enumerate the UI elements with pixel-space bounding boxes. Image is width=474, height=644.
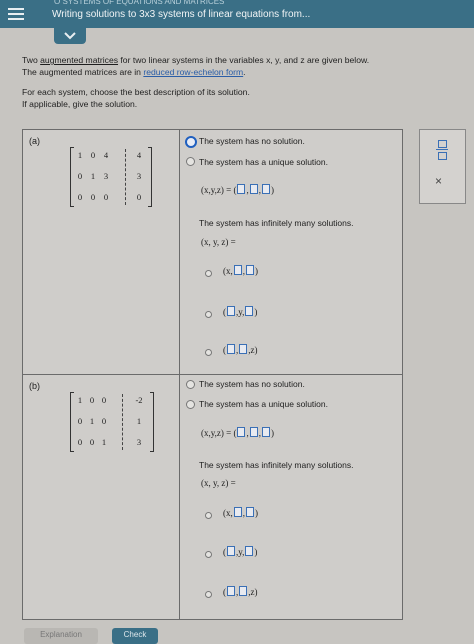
infinite-option-1: (x, , )	[223, 508, 258, 518]
infinite-expression: (x, y, z) =	[201, 237, 236, 247]
expression-text: (x,y,z) = (	[201, 185, 237, 195]
expression-text: (x,	[223, 266, 233, 276]
matrix-cell: 4	[136, 150, 142, 160]
answer-box[interactable]	[239, 586, 247, 596]
matrix-cell: 1	[101, 437, 107, 447]
infinite-option-3-radio[interactable]	[205, 591, 212, 598]
augmented-matrix-a	[70, 147, 152, 207]
intro-text: Two	[22, 55, 41, 65]
augmented-matrices-link[interactable]: augmented matrices	[40, 55, 119, 65]
infinite-option-1-radio[interactable]	[205, 270, 212, 277]
answer-box[interactable]	[245, 546, 253, 556]
fraction-icon[interactable]	[435, 140, 449, 160]
page-title: Writing solutions to 3x3 systems of linear equations from...	[52, 9, 311, 20]
expression-text: z)	[250, 345, 258, 355]
answer-box-x[interactable]	[237, 184, 245, 194]
infinite-option-2: ( ,y, )	[223, 547, 258, 557]
answer-box-z[interactable]	[262, 184, 270, 194]
collapse-button[interactable]	[54, 28, 86, 44]
unique-solution-radio[interactable]	[186, 400, 195, 409]
matrix-cell: 0	[103, 192, 109, 202]
matrix-cell: 3	[136, 171, 142, 181]
matrix-cell: 3	[136, 437, 142, 447]
expression-text: y,	[238, 307, 245, 317]
expression-text: (x,	[223, 508, 233, 518]
infinite-option-3-radio[interactable]	[205, 349, 212, 356]
answer-box-y[interactable]	[250, 184, 258, 194]
infinite-option-2: ( ,y, )	[223, 307, 258, 317]
augmented-matrix-b	[70, 392, 154, 452]
infinite-option-3: ( , ,z)	[223, 587, 258, 597]
matrix-cell: 1	[77, 395, 83, 405]
part-b-label: (b)	[29, 381, 40, 391]
explanation-button[interactable]: Explanation	[24, 628, 98, 644]
infinite-option-2-radio[interactable]	[205, 311, 212, 318]
unique-solution-label: The system has a unique solution.	[199, 399, 328, 409]
infinite-expression: (x, y, z) =	[201, 478, 236, 488]
matrix-cell: 0	[77, 192, 83, 202]
matrix-cell: 0	[77, 437, 83, 447]
expression-text: (x,y,z) = (	[201, 428, 237, 438]
matrix-cell: 0	[89, 437, 95, 447]
intro-text: The augmented matrices are in	[22, 67, 144, 77]
breadcrumb: O SYSTEMS OF EQUATIONS AND MATRICES	[54, 0, 225, 6]
expression-text: y,	[238, 547, 245, 557]
hamburger-icon[interactable]	[8, 5, 24, 23]
no-solution-label: The system has no solution.	[199, 379, 305, 389]
intro-text: .	[243, 67, 246, 77]
top-bar	[0, 0, 474, 28]
answer-box[interactable]	[227, 586, 235, 596]
matrix-cell: 1	[90, 171, 96, 181]
intro-text: for two linear systems in the variables x, y, and z are given below.	[118, 55, 370, 65]
close-icon[interactable]: ×	[435, 174, 443, 188]
answer-box-z[interactable]	[262, 427, 270, 437]
part-a-label: (a)	[29, 136, 40, 146]
matrix-cell: 0	[101, 395, 107, 405]
matrix-cell: -2	[135, 395, 143, 405]
math-toolbox	[419, 129, 466, 204]
answer-box[interactable]	[227, 546, 235, 556]
matrix-cell: 0	[89, 395, 95, 405]
matrix-cell: 0	[90, 150, 96, 160]
matrix-cell: 3	[103, 171, 109, 181]
answer-box[interactable]	[234, 265, 242, 275]
infinite-option-2-radio[interactable]	[205, 551, 212, 558]
infinite-solutions-label: The system has infinitely many solutions.	[199, 460, 354, 470]
infinite-solutions-label: The system has infinitely many solutions.	[199, 218, 354, 228]
unique-solution-expression: (x,y,z) = ( , , )	[201, 185, 274, 195]
matrix-cell: 0	[101, 416, 107, 426]
infinite-option-1-radio[interactable]	[205, 512, 212, 519]
instruction-line: For each system, choose the best description of its solution.	[22, 87, 250, 97]
part-a-panel	[22, 129, 403, 375]
unique-solution-expression: (x,y,z) = ( , , )	[201, 428, 274, 438]
matrix-cell: 4	[103, 150, 109, 160]
answer-box[interactable]	[227, 344, 235, 354]
answer-box-x[interactable]	[237, 427, 245, 437]
infinite-option-3: ( , ,z)	[223, 345, 258, 355]
instruction-line: If applicable, give the solution.	[22, 99, 138, 109]
answer-box[interactable]	[245, 306, 253, 316]
matrix-cell: 1	[89, 416, 95, 426]
part-b-panel	[22, 374, 403, 620]
rref-link[interactable]: reduced row-echelon form	[143, 67, 244, 77]
no-solution-radio[interactable]	[185, 136, 197, 148]
expression-text: z)	[250, 587, 258, 597]
answer-box[interactable]	[234, 507, 242, 517]
check-button[interactable]: Check	[112, 628, 158, 644]
infinite-option-1: (x, , )	[223, 266, 258, 276]
matrix-cell: 1	[136, 416, 142, 426]
no-solution-radio[interactable]	[186, 380, 195, 389]
answer-box[interactable]	[239, 344, 247, 354]
chevron-down-icon	[63, 31, 77, 41]
matrix-cell: 0	[90, 192, 96, 202]
matrix-cell: 0	[77, 171, 83, 181]
no-solution-label: The system has no solution.	[199, 136, 305, 146]
matrix-cell: 0	[136, 192, 142, 202]
unique-solution-label: The system has a unique solution.	[199, 157, 328, 167]
matrix-cell: 1	[77, 150, 83, 160]
matrix-cell: 0	[77, 416, 83, 426]
instructions	[22, 54, 467, 110]
answer-box[interactable]	[246, 265, 254, 275]
answer-box-y[interactable]	[250, 427, 258, 437]
answer-box[interactable]	[227, 306, 235, 316]
answer-box[interactable]	[246, 507, 254, 517]
unique-solution-radio[interactable]	[186, 157, 195, 166]
